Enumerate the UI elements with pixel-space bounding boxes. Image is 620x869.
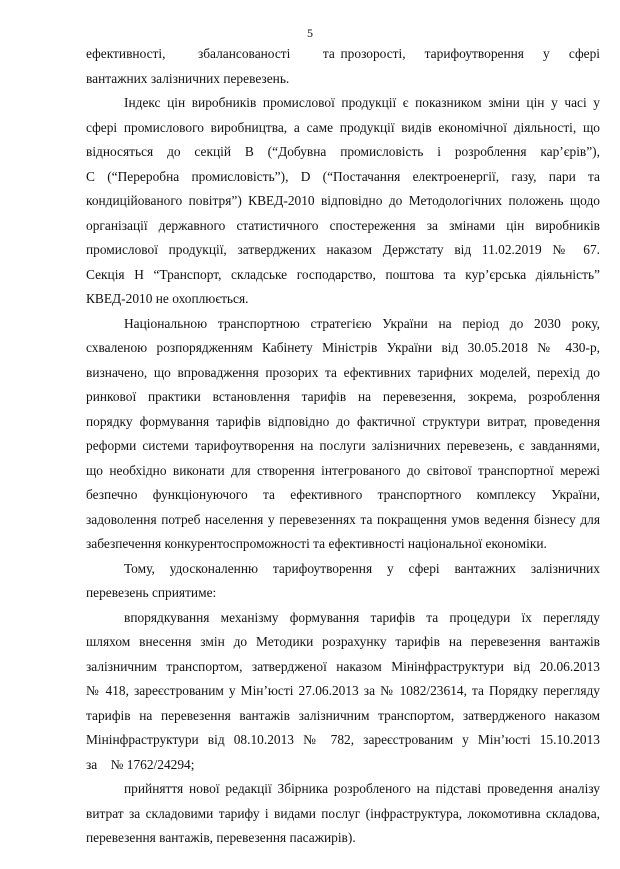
text-line: перевезень сприятиме: (86, 585, 217, 600)
text-line: безпечно функціонуючого та ефективного транспортного комплексу України, (86, 487, 600, 502)
text-line: ринкової практики встановлення тарифів на перевезення, зокрема, розроблення (86, 389, 600, 404)
text-line: Тому, удосконаленню тарифоутворення у сфері вантажних залізничних (124, 560, 600, 576)
text-line: забезпечення конкурентоспроможності та ефективності національної економіки. (86, 536, 547, 551)
text-line: ефективності, збалансованості та прозорості, тарифоутворення у сфері (86, 46, 600, 61)
text-line: схваленою розпорядженням Кабінету Міністрів України від 30.05.2018 № 430-р, (86, 340, 600, 355)
page-number: 5 (307, 26, 313, 40)
paragraph (86, 557, 600, 606)
text-line: № 418, зареєстрованим у Мін’юсті 27.06.2013 за № 1082/23614, та Порядку перегляду (86, 683, 600, 698)
body-text (86, 42, 600, 851)
text-line: C (“Переробна промисловість”), D (“Постачання електроенергії, газу, пари та (86, 168, 600, 184)
text-line: промислової продукції, затверджених наказом Держстату від 11.02.2019 № 67. (86, 242, 600, 257)
text-line: що необхідно виконати для створення інтегрованого до світової транспортної мережі (86, 462, 600, 478)
text-line: задоволення потреб населення у перевезеннях та покращення умов ведення бізнесу для (86, 511, 600, 527)
text-line: порядку формування тарифів відповідно до фактичної структури витрат, проведення (86, 413, 600, 429)
text-line: впорядкування механізму формування тарифів та процедури їх перегляду (124, 609, 600, 625)
text-line: визначено, що впровадження прозорих та ефективних тарифних моделей, перехід до (86, 364, 600, 380)
text-line: перевезення вантажів, перевезення пасажирів). (86, 830, 356, 845)
text-line: шляхом внесення змін до Методики розрахунку тарифів на перевезення вантажів (86, 634, 600, 649)
text-line: залізничним транспортом, затвердженої наказом Мінінфраструктури від 20.06.2013 (86, 658, 600, 674)
text-line: Мінінфраструктури від 08.10.2013 № 782, зареєстрованим у Мін’юсті 15.10.2013 (86, 732, 600, 747)
text-line: організації державного статистичного спостереження за змінами цін виробників (86, 217, 600, 233)
text-line: тарифів на перевезення вантажів залізничним транспортом, затвердженого наказом (86, 707, 600, 723)
text-line: прийняття нової редакції Збірника розробленого на підставі проведення аналізу (124, 781, 600, 796)
text-line: Індекс цін виробників промислової продукції є показником зміни цін у часі у (124, 95, 600, 110)
text-line: сфері промислового виробництва, а саме продукції видів економічної діяльності, що (86, 119, 600, 135)
text-line: Національною транспортною стратегією України на період до 2030 року, (124, 315, 600, 331)
text-line: за № 1762/24294; (86, 756, 195, 772)
paragraph (86, 42, 600, 91)
text-line: кондиційованого повітря”) КВЕД-2010 відповідно до Методологічних положень щодо (86, 193, 600, 208)
paragraph (86, 91, 600, 312)
text-line: витрат за складовими тарифу і видами послуг (інфраструктура, локомотивна складова, (86, 805, 600, 821)
paragraph (86, 312, 600, 557)
text-line: КВЕД-2010 не охоплюється. (86, 291, 249, 306)
paragraph (86, 777, 600, 851)
paragraph (86, 606, 600, 778)
text-line: відносяться до секцій B (“Добувна промисловість і розроблення кар’єрів”), (86, 144, 600, 159)
text-line: вантажних залізничних перевезень. (86, 70, 290, 86)
text-line: Секція H “Транспорт, складське господарство, поштова та кур’єрська діяльність” (86, 266, 600, 282)
text-line: реформи системи тарифоутворення на послуги залізничних перевезень, є завданнями, (86, 438, 600, 453)
